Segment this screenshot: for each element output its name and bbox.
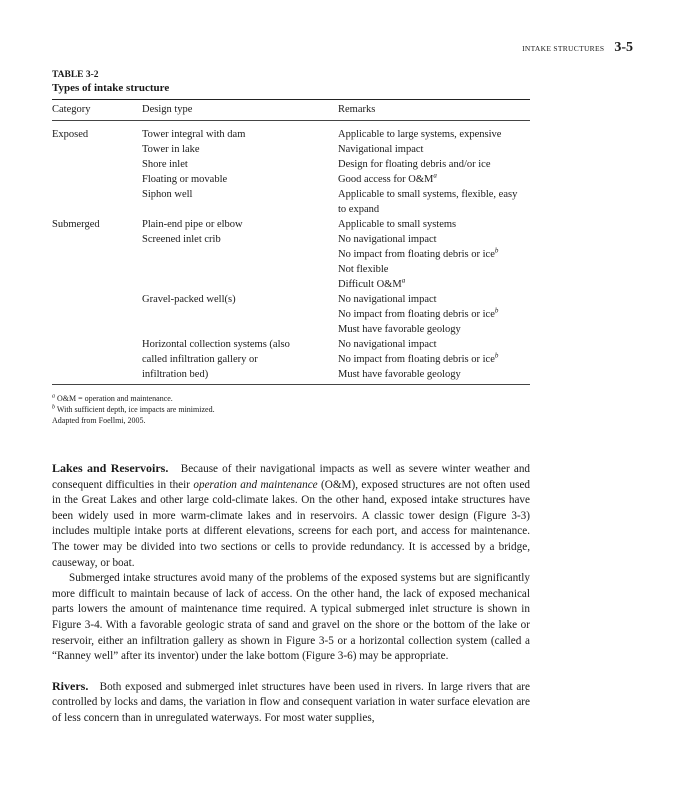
remark-text: Applicable to small systems bbox=[338, 219, 457, 230]
paragraph-text: Both exposed and submerged inlet structures have been used in rivers. In large rivers that are controlled by locks and dams, the variation in flow and consequent variation in water surface elevation are of less concern than in unregulated waterways. For most water supplies, bbox=[52, 680, 530, 724]
table-label: TABLE 3-2 bbox=[52, 70, 99, 80]
footnote-mark: b bbox=[494, 246, 499, 255]
table-row bbox=[52, 292, 530, 337]
column-header-remarks: Remarks bbox=[338, 104, 376, 115]
paragraph bbox=[52, 679, 530, 727]
remark-text: No navigational impact bbox=[338, 339, 437, 350]
footnote-mark: b bbox=[494, 306, 499, 315]
table-3-2 bbox=[52, 70, 530, 426]
paragraph-text-italic: operation and maintenance bbox=[193, 478, 318, 491]
remark-text: Applicable to small systems, flexible, easy bbox=[338, 189, 518, 200]
footnote bbox=[52, 404, 530, 415]
footnote bbox=[52, 393, 530, 404]
remarks-cell bbox=[338, 337, 530, 382]
remark-text-main: No impact from floating debris or ice bbox=[338, 309, 495, 320]
table-row bbox=[52, 337, 530, 382]
column-header-category: Category bbox=[52, 104, 91, 115]
page-number: 3-5 bbox=[614, 40, 633, 55]
remarks-cell bbox=[338, 232, 530, 292]
footnote-text: O&M = operation and maintenance. bbox=[57, 394, 173, 403]
remark-text-main: No impact from floating debris or ice bbox=[338, 354, 495, 365]
design-cell bbox=[142, 232, 338, 292]
table-row bbox=[52, 157, 530, 172]
table-row bbox=[52, 172, 530, 187]
table-caption: Types of intake structure bbox=[52, 82, 170, 94]
design-text: Gravel-packed well(s) bbox=[142, 294, 236, 305]
remark-text bbox=[338, 352, 530, 367]
design-cell bbox=[142, 157, 338, 172]
design-text: Tower integral with dam bbox=[142, 129, 246, 140]
design-text: Floating or movable bbox=[142, 174, 228, 185]
table-source: Adapted from Foellmi, 2005. bbox=[52, 416, 146, 425]
design-cell bbox=[142, 217, 338, 232]
remarks-cell bbox=[338, 127, 530, 142]
table-row bbox=[52, 217, 530, 232]
remarks-cell bbox=[338, 157, 530, 172]
paragraph: Submerged intake structures avoid many of the problems of the exposed systems but are significantly more difficult to maintain because of lack of access. On the other hand, the lack of exposed mechanical parts lowers the amount of maintenance time required. A typical submerged inlet structure is shown in Figure 3-4. With a favorable geologic strata of sand and gravel on the shore or the bottom of the lake or reservoir, either an infiltration gallery as shown in Figure 3-5 or a horizontal collection system (called a “Ranney well” after its inventor) under the lake bottom (Figure 3-6) may be appropriate. bbox=[52, 572, 530, 663]
footnote-mark: a bbox=[401, 276, 406, 285]
design-cell bbox=[142, 142, 338, 157]
paragraph bbox=[52, 461, 530, 571]
remark-text bbox=[338, 172, 530, 187]
body-text bbox=[52, 461, 530, 727]
table-header-row bbox=[52, 100, 530, 120]
remarks-cell bbox=[338, 142, 530, 157]
category-cell: Exposed bbox=[52, 129, 89, 140]
design-text: Siphon well bbox=[142, 189, 193, 200]
remark-text: No navigational impact bbox=[338, 294, 437, 305]
footnote-mark: a bbox=[52, 393, 55, 400]
running-head bbox=[522, 40, 633, 56]
remark-text bbox=[338, 307, 530, 322]
table-bottom-rule bbox=[52, 384, 530, 385]
remark-text: No navigational impact bbox=[338, 234, 437, 245]
section-heading-rivers: Rivers. bbox=[52, 678, 89, 693]
design-cell bbox=[142, 127, 338, 142]
remark-text bbox=[338, 277, 530, 292]
design-cell bbox=[142, 292, 338, 337]
remark-text: Navigational impact bbox=[338, 144, 424, 155]
remark-text: Design for floating debris and/or ice bbox=[338, 159, 491, 170]
remark-text: Applicable to large systems, expensive bbox=[338, 129, 502, 140]
paragraph-text: Because of their navigational impacts as well as severe winter weather and consequent difficulties in their bbox=[52, 463, 531, 491]
remark-text-main: Good access for O&M bbox=[338, 174, 434, 185]
table-row bbox=[52, 127, 530, 142]
design-text: called infiltration gallery or bbox=[142, 354, 258, 365]
footnote-mark: a bbox=[433, 171, 437, 180]
running-title: INTAKE STRUCTURES bbox=[522, 44, 605, 53]
footnote-text: With sufficient depth, ice impacts are minimized. bbox=[56, 405, 215, 414]
remarks-cell bbox=[338, 217, 530, 232]
section-heading-lakes-reservoirs: Lakes and Reservoirs. bbox=[52, 461, 169, 475]
remark-text: Must have favorable geology bbox=[338, 324, 461, 335]
remark-text: to expand bbox=[338, 204, 380, 215]
design-cell bbox=[142, 187, 338, 217]
footnote-mark: b bbox=[52, 404, 55, 411]
remarks-cell bbox=[338, 172, 530, 187]
design-text: Horizontal collection systems (also bbox=[142, 339, 290, 350]
table-row bbox=[52, 232, 530, 292]
footnote-mark: b bbox=[494, 351, 499, 360]
design-text: Shore inlet bbox=[142, 159, 188, 170]
remark-text: Must have favorable geology bbox=[338, 369, 461, 380]
remark-text: Not flexible bbox=[338, 264, 389, 275]
remarks-cell bbox=[338, 187, 530, 217]
table-row bbox=[52, 187, 530, 217]
table-body bbox=[52, 121, 530, 384]
design-text: infiltration bed) bbox=[142, 369, 209, 380]
remark-text-main: Difficult O&M bbox=[338, 279, 402, 290]
paragraph-text: (O&M), exposed structures are not often used in the Great Lakes and other large cold-climate lakes. On the other hand, exposed intake structures have been widely used in more warm-climate lakes and in reservoirs. A classic tower design (Figure 3-3) includes multiple intake ports at different elevations, screens for each port, and access for maintenance. The tower may be divided into two sections or cells to provide redundancy. It is accessed by a bridge, causeway, or boat. bbox=[52, 478, 531, 569]
column-header-design-type: Design type bbox=[142, 104, 193, 115]
design-cell bbox=[142, 337, 338, 382]
design-text: Tower in lake bbox=[142, 144, 200, 155]
design-cell bbox=[142, 172, 338, 187]
design-text: Plain-end pipe or elbow bbox=[142, 219, 243, 230]
category-cell: Submerged bbox=[52, 219, 100, 230]
design-text: Screened inlet crib bbox=[142, 234, 221, 245]
table-footnotes bbox=[52, 393, 530, 426]
remarks-cell bbox=[338, 292, 530, 337]
remark-text bbox=[338, 247, 530, 262]
remark-text-main: No impact from floating debris or ice bbox=[338, 249, 495, 260]
table-row bbox=[52, 142, 530, 157]
